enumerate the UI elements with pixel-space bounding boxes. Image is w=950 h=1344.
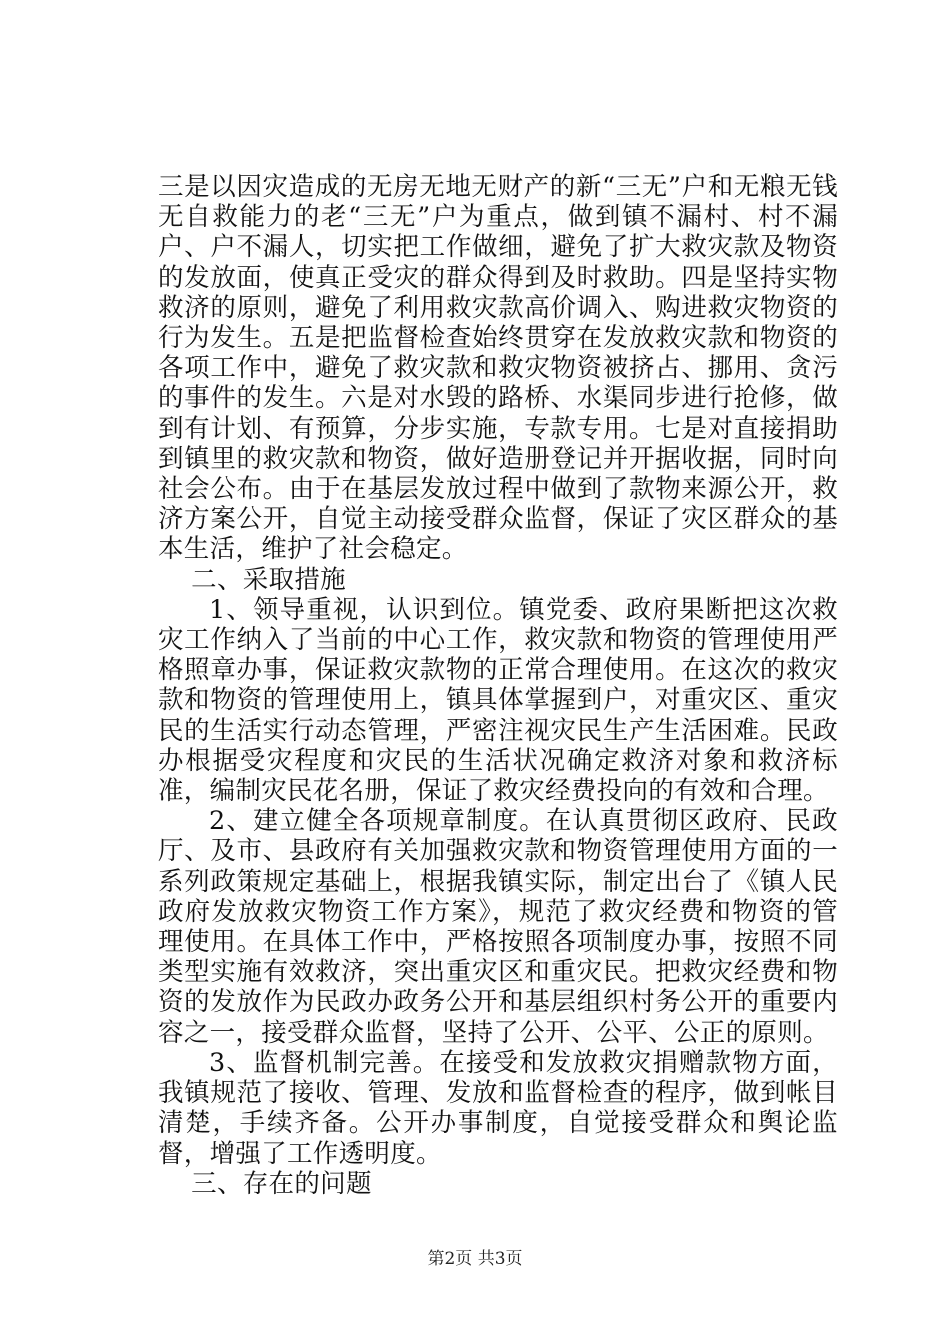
paragraph-leadership: 1、领导重视，认识到位。镇党委、政府果断把这次救灾工作纳入了当前的中心工作，救灾款和物资的管理使用严格照章办事，保证救灾款物的正常合理使用。在这次的救灾款和物资的管理使用上，镇具体掌握到户，对重灾区、重灾民的生活实行动态管理，严密注视灾民生产生活困难。民政办根据受灾程度和灾民的生活状况确定救济对象和救济标准，编制灾民花名册，保证了救灾经费投向的有效和合理。	[158, 594, 838, 807]
section-heading-measures: 二、采取措施	[191, 564, 346, 595]
section-heading-problems: 三、存在的问题	[191, 1168, 372, 1199]
document-body	[158, 172, 838, 1199]
paragraph-supervision: 3、监督机制完善。在接受和发放救灾捐赠款物方面，我镇规范了接收、管理、发放和监督检查的程序，做到帐目清楚，手续齐备。公开办事制度，自觉接受群众和舆论监督，增强了工作透明度。	[158, 1047, 838, 1169]
paragraph-regulations: 2、建立健全各项规章制度。在认真贯彻区政府、民政厅、及市、县政府有关加强救灾款和物资管理使用方面的一系列政策规定基础上，根据我镇实际，制定出台了《镇人民政府发放救灾物资工作方案》，规范了救灾经费和物资的管理使用。在具体工作中，严格按照各项制度办事，按照不同类型实施有效救济，突出重灾区和重灾民。把救灾经费和物资的发放作为民政办政务公开和基层组织村务公开的重要内容之一，接受群众监督，坚持了公开、公平、公正的原则。	[158, 806, 838, 1048]
page-number-footer: 第2页 共3页	[427, 1249, 523, 1269]
paragraph-continuation: 三是以因灾造成的无房无地无财产的新“三无”户和无粮无钱无自救能力的老“三无”户为重点，做到镇不漏村、村不漏户、户不漏人，切实把工作做细，避免了扩大救灾款及物资的发放面，使真正受灾的群众得到及时救助。四是坚持实物救济的原则，避免了利用救灾款高价调入、购进救灾物资的行为发生。五是把监督检查始终贯穿在发放救灾款和物资的各项工作中，避免了救灾款和救灾物资被挤占、挪用、贪污的事件的发生。六是对水毁的路桥、水渠同步进行抢修，做到有计划、有预算，分步实施，专款专用。七是对直接捐助到镇里的救灾款和物资，做好造册登记并开据收据，同时向社会公布。由于在基层发放过程中做到了款物来源公开，救济方案公开，自觉主动接受群众监督，保证了灾区群众的基本生活，维护了社会稳定。	[158, 172, 838, 565]
